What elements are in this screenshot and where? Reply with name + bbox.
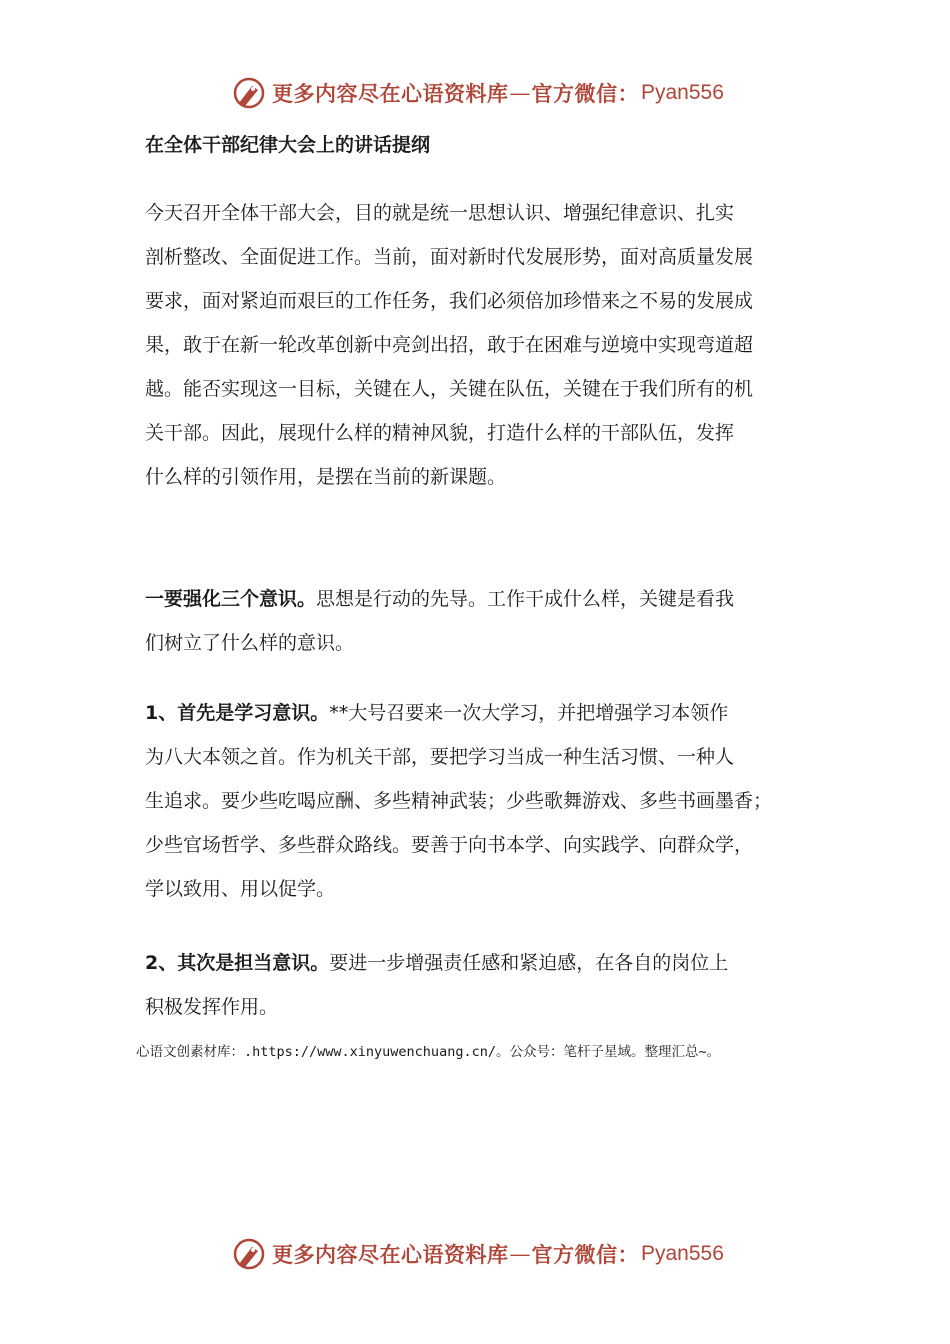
source-footer: 心语文创素材库：.https://www.xinyuwenchuang.cn/。公众号：笔杆子星域。整理汇总~。 (136, 1044, 721, 1060)
section-paragraph-1 (145, 577, 825, 665)
section-paragraph-3 (145, 941, 825, 1029)
pen-nib-logo-icon (232, 76, 266, 110)
watermark-text: 更多内容尽在心语资料库 (272, 1242, 509, 1267)
section-body-3: 要进一步增强责任感和紧迫感，在各自的岗位上 积极发挥作用。 (145, 952, 729, 1018)
section-body-2: **大号召要来一次大学习，并把增强学习本领作 为八大本领之首。作为机关干部，要把学习当成一种生活习惯、一种人 生追求。要少些吃喝应酬、多些精神武装；少些歌舞游戏、多些书画墨香； 少些官场哲学、多些群众路线。要善于向书本学、向实践学、向群众学， 学以致用、用以促学。 (145, 702, 773, 900)
document-title: 在全体干部纪律大会上的讲话提纲 (145, 134, 431, 156)
watermark-label: 官方微信： (531, 81, 639, 106)
section-paragraph-2 (145, 691, 825, 911)
section-lead-3: 2、其次是担当意识。 (145, 952, 330, 974)
watermark-text: 更多内容尽在心语资料库 (272, 81, 509, 106)
watermark-wechat-id: Pyan556 (641, 1242, 724, 1265)
section-lead-1: 一要强化三个意识。 (145, 588, 317, 610)
section-lead-2: 1、首先是学习意识。 (145, 702, 330, 724)
watermark-label: 官方微信： (531, 1242, 639, 1267)
intro-paragraph: 今天召开全体干部大会，目的就是统一思想认识、增强纪律意识、扎实 剖析整改、全面促进工作。当前，面对新时代发展形势，面对高质量发展 要求，面对紧迫而艰巨的工作任务，我们必须倍加珍惜来之不易的发展成 果，敢于在新一轮改革创新中亮剑出招，敢于在困难与逆境中实现弯道超 越。能否实现这一目标，关键在人，关键在队伍，关键在于我们所有的机 关干部。因此，展现什么样的精神风貌，打造什么样的干部队伍，发挥 什么样的引领作用，是摆在当前的新课题。 (145, 202, 754, 488)
pen-nib-logo-icon (232, 1237, 266, 1271)
watermark-wechat-id: Pyan556 (641, 81, 724, 104)
watermark-separator: — (509, 81, 531, 105)
watermark-banner-top (232, 73, 724, 113)
watermark-separator: — (509, 1242, 531, 1266)
watermark-banner-bottom (232, 1234, 724, 1274)
section-body-1: 思想是行动的先导。工作干成什么样，关键是看我 们树立了什么样的意识。 (145, 588, 735, 654)
